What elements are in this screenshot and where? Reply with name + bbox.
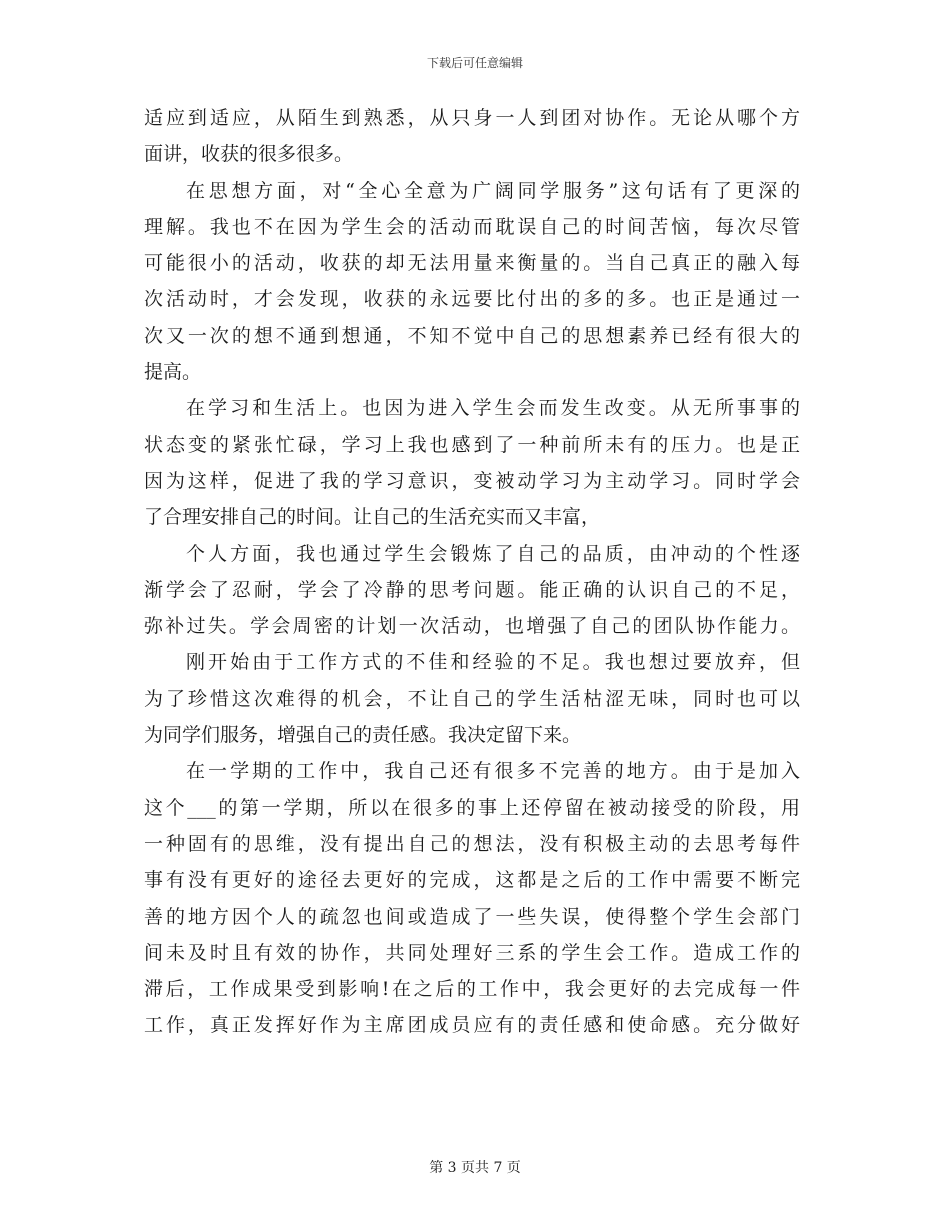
text-line: 次活动时，才会发现，收获的永远要比付出的多的多。也正是通过一	[144, 288, 800, 311]
text-line: 善的地方因个人的疏忽也间或造成了一些失误，使得整个学生会部门	[144, 905, 800, 928]
text-line: 为了珍惜这次难得的机会，不让自己的学生活枯涩无味，同时也可以	[144, 687, 800, 710]
page-header: 下载后可任意编辑	[426, 56, 523, 70]
text-line: 面讲，收获的很多很多。	[144, 143, 354, 166]
text-line: 提高。	[144, 361, 202, 384]
text-line: 状态变的紧张忙碌，学习上我也感到了一种前所未有的压力。也是正	[144, 433, 800, 456]
text-line: 次又一次的想不通到想通，不知不觉中自己的思想素养已经有很大的	[144, 324, 800, 347]
page-number: 第 3 页共 7 页	[429, 1160, 521, 1176]
text-line: 个人方面，我也通过学生会锻炼了自己的品质，由冲动的个性逐	[186, 542, 800, 565]
text-line: 理解。我也不在因为学生会的活动而耽误自己的时间苦恼，每次尽管	[144, 215, 800, 238]
text-line: 刚开始由于工作方式的不佳和经验的不足。我也想过要放弃，但	[186, 651, 800, 674]
text-line: 在一学期的工作中，我自己还有很多不完善的地方。由于是加入	[186, 760, 800, 783]
text-line: 一种固有的思维，没有提出自己的想法，没有积极主动的去思考每件	[144, 832, 800, 855]
text-line: 间未及时且有效的协作，共同处理好三系的学生会工作。造成工作的	[144, 941, 800, 964]
text-line: 工作，真正发挥好作为主席团成员应有的责任感和使命感。充分做好	[144, 1014, 800, 1037]
text-line: 适应到适应，从陌生到熟悉，从只身一人到团对协作。无论从哪个方	[144, 107, 800, 129]
text-line: 弥补过失。学会周密的计划一次活动，也增强了自己的团队协作能力。	[144, 615, 800, 638]
text-line: 因为这样，促进了我的学习意识，变被动学习为主动学习。同时学会	[144, 469, 800, 492]
text-line: 在思想方面，对“全心全意为广阔同学服务”这句话有了更深的	[186, 179, 800, 202]
text-line: 这个___的第一学期，所以在很多的事上还停留在被动接受的阶段，用	[144, 796, 800, 819]
text-line: 渐学会了忍耐，学会了冷静的思考问题。能正确的认识自己的不足，	[144, 578, 800, 601]
text-line: 事有没有更好的途径去更好的完成，这都是之后的工作中需要不断完	[144, 869, 800, 892]
text-line: 在学习和生活上。也因为进入学生会而发生改变。从无所事事的	[186, 397, 800, 420]
document-body	[144, 100, 800, 1044]
text-line: 可能很小的活动，收获的却无法用量来衡量的。当自己真正的融入每	[144, 252, 800, 275]
text-line: 了合理安排自己的时间。让自己的生活充实而又丰富，	[144, 506, 601, 529]
text-line: 滞后，工作成果受到影响!在之后的工作中，我会更好的去完成每一件	[144, 978, 800, 1001]
text-line: 为同学们服务，增强自己的责任感。我决定留下来。	[144, 724, 582, 747]
